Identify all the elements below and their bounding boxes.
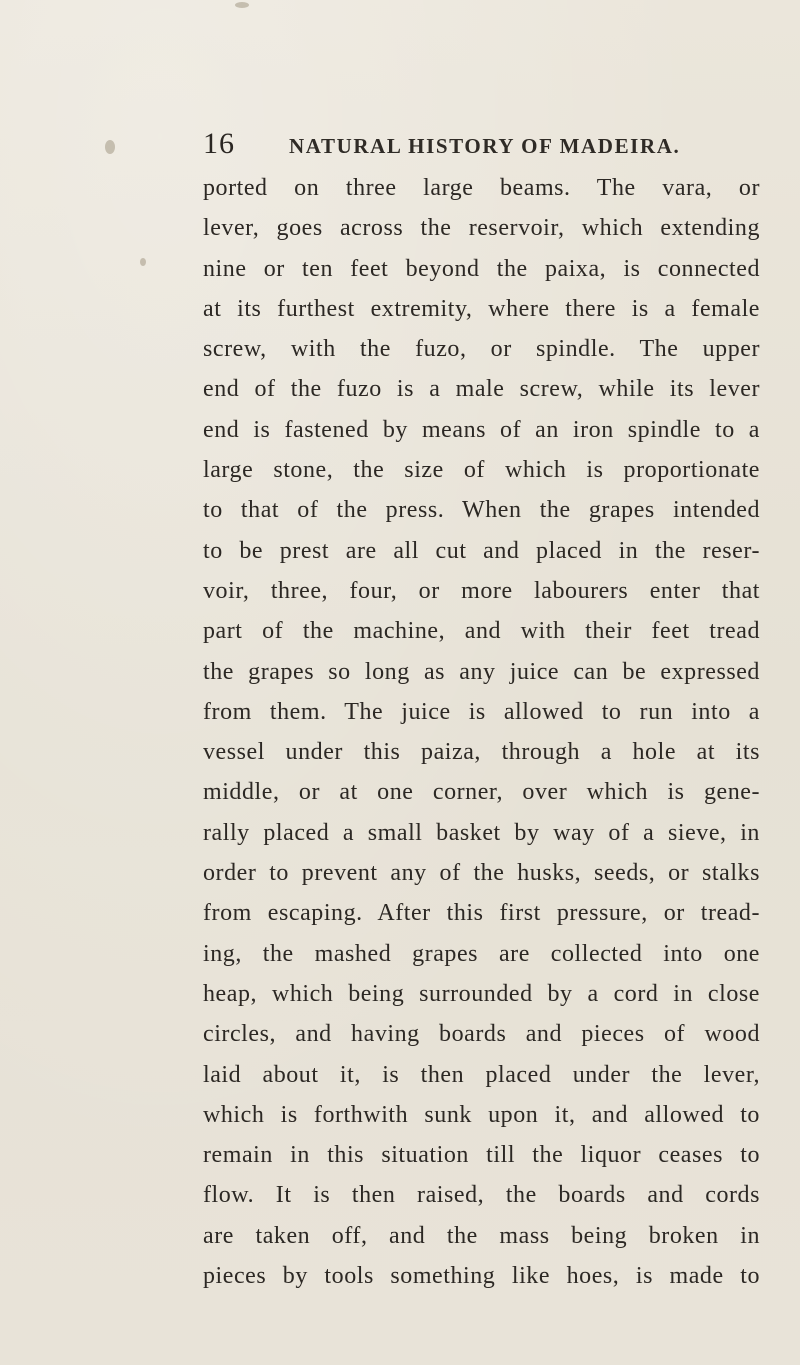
text-line: from them. The juice is allowed to run into a: [203, 698, 760, 725]
text-line: the grapes so long as any juice can be expressed: [203, 658, 760, 685]
text-line: are taken off, and the mass being broken in: [203, 1222, 760, 1249]
text-line: heap, which being surrounded by a cord in close: [203, 980, 760, 1007]
text-line: part of the machine, and with their feet tread: [203, 618, 760, 645]
text-line: large stone, the size of which is proportionate: [203, 457, 760, 484]
paper-stain: [140, 258, 146, 266]
text-line: end is fastened by means of an iron spindle to a: [203, 416, 760, 443]
running-head: [203, 127, 763, 167]
paper-stain: [105, 140, 115, 154]
text-line: at its furthest extremity, where there is a female: [203, 295, 760, 322]
text-line: screw, with the fuzo, or spindle. The upper: [203, 336, 760, 363]
text-line: voir, three, four, or more labourers enter that: [203, 577, 760, 604]
running-title: NATURAL HISTORY OF MADEIRA.: [289, 134, 681, 158]
page-number: 16: [203, 127, 235, 160]
text-line: laid about it, is then placed under the lever,: [203, 1061, 760, 1088]
text-line: flow. It is then raised, the boards and cords: [203, 1182, 760, 1209]
text-line: vessel under this paiza, through a hole at its: [203, 739, 760, 766]
text-line: rally placed a small basket by way of a sieve, in: [203, 819, 760, 846]
text-line: to be prest are all cut and placed in the reser-: [203, 537, 760, 564]
text-line: pieces by tools something like hoes, is made to: [203, 1263, 760, 1290]
body-text: [203, 168, 760, 1296]
text-line: ported on three large beams. The vara, or: [203, 175, 760, 201]
text-line: middle, or at one corner, over which is gene-: [203, 779, 760, 806]
text-line: nine or ten feet beyond the paixa, is connected: [203, 255, 760, 282]
text-line: to that of the press. When the grapes intended: [203, 497, 760, 524]
text-line: order to prevent any of the husks, seeds, or stalks: [203, 860, 760, 887]
text-line: end of the fuzo is a male screw, while its lever: [203, 376, 760, 403]
text-line: lever, goes across the reservoir, which extending: [203, 215, 760, 242]
text-line: circles, and having boards and pieces of wood: [203, 1021, 760, 1048]
text-line: from escaping. After this first pressure, or tread-: [203, 900, 760, 927]
text-line: remain in this situation till the liquor ceases to: [203, 1142, 760, 1169]
text-line: ing, the mashed grapes are collected into one: [203, 940, 760, 967]
text-line: which is forthwith sunk upon it, and allowed to: [203, 1101, 760, 1128]
paper-stain: [235, 2, 249, 8]
